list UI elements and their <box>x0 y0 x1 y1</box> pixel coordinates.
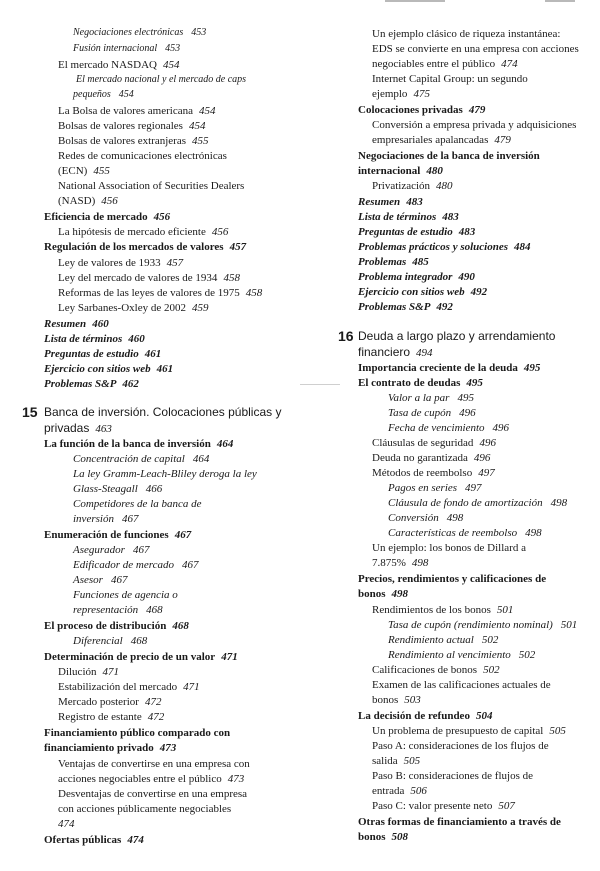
toc-entry: Internet Capital Group: un segundo <box>372 73 528 85</box>
toc-section: El proceso de distribución 468 <box>44 620 189 632</box>
toc-entry: ejemplo 475 <box>372 88 430 100</box>
toc-entry: Asesor 467 <box>73 574 128 586</box>
toc-entry: representación 468 <box>73 604 163 616</box>
toc-entry: Concentración de capital 464 <box>73 453 210 465</box>
toc-entry: Ley del mercado de valores de 1934 458 <box>58 272 240 284</box>
toc-entry: Reformas de las leyes de valores de 1975 458 <box>58 287 263 299</box>
toc-entry: EDS se convierte en una empresa con acciones <box>372 43 579 55</box>
toc-entry: con acciones públicamente negociables <box>58 803 232 815</box>
toc-entry: Negociaciones electrónicas 453 <box>73 27 207 38</box>
toc-section: Regulación de los mercados de valores 457 <box>44 241 247 253</box>
toc-entry: Asegurador 467 <box>73 544 150 556</box>
toc-entry: bonos 503 <box>372 694 421 706</box>
toc-entry: salida 505 <box>372 755 421 767</box>
toc-section: Otras formas de financiamiento a través de <box>358 816 561 828</box>
chapter-number: 15 <box>22 404 38 420</box>
toc-entry: Características de reembolso 498 <box>388 527 542 539</box>
toc-entry: Diferencial 468 <box>73 635 148 647</box>
chapter-title: privadas 463 <box>44 421 112 435</box>
chapter-title: Banca de inversión. Colocaciones públicas y <box>44 405 282 419</box>
toc-entry: Ley de valores de 1933 457 <box>58 257 184 269</box>
toc-entry: pequeños 454 <box>73 89 134 100</box>
toc-section: Lista de términos 483 <box>358 211 459 223</box>
toc-entry: Ley Sarbanes-Oxley de 2002 459 <box>58 302 209 314</box>
toc-entry: La ley Gramm-Leach-Bliley deroga la ley <box>73 468 257 480</box>
scan-mark <box>300 384 340 385</box>
toc-entry: empresariales apalancadas 479 <box>372 134 511 146</box>
toc-entry: Registro de estante 472 <box>58 711 165 723</box>
toc-entry: Paso A: consideraciones de los flujos de <box>372 740 549 752</box>
toc-entry: (ECN) 455 <box>58 165 110 177</box>
toc-section: Financiamiento público comparado con <box>44 727 231 739</box>
toc-entry: Desventajas de convertirse en una empresa <box>58 788 248 800</box>
toc-entry: Deuda no garantizada 496 <box>372 452 491 464</box>
toc-section: Negociaciones de la banca de inversión <box>358 150 540 162</box>
toc-section: bonos 498 <box>358 588 409 600</box>
toc-entry: Mercado posterior 472 <box>58 696 162 708</box>
toc-entry: 474 <box>58 818 75 830</box>
toc-entry: Dilución 471 <box>58 666 119 678</box>
toc-entry: Calificaciones de bonos 502 <box>372 664 500 676</box>
toc-entry: Tasa de cupón 496 <box>388 407 476 419</box>
toc-section: Problemas 485 <box>358 256 429 268</box>
toc-entry: Glass-Steagall 466 <box>73 483 163 495</box>
toc-section: Lista de términos 460 <box>44 333 145 345</box>
toc-entry: El mercado NASDAQ 454 <box>58 59 180 71</box>
toc-entry: Competidores de la banca de <box>73 498 202 510</box>
toc-section: financiamiento privado 473 <box>44 742 177 754</box>
toc-entry: National Association of Securities Dealers <box>58 180 245 192</box>
toc-entry: acciones negociables entre el público 473 <box>58 773 245 785</box>
toc-entry: Fecha de vencimiento 496 <box>388 422 510 434</box>
toc-section: La función de la banca de inversión 464 <box>44 438 234 450</box>
toc-section: Determinación de precio de un valor 471 <box>44 651 238 663</box>
toc-entry: Rendimientos de los bonos 501 <box>372 604 514 616</box>
chapter-title: Deuda a largo plazo y arrendamiento <box>358 329 556 343</box>
toc-entry: Privatización 480 <box>372 180 453 192</box>
toc-section: internacional 480 <box>358 165 443 177</box>
toc-entry: El mercado nacional y el mercado de caps <box>76 74 247 85</box>
toc-entry: Un ejemplo: los bonos de Dillard a <box>372 542 526 554</box>
toc-section: Precios, rendimientos y calificaciones de <box>358 573 547 585</box>
chapter-title: financiero 494 <box>358 345 433 359</box>
toc-entry: Pagos en series 497 <box>388 482 482 494</box>
toc-entry: Estabilización del mercado 471 <box>58 681 200 693</box>
toc-section: Problema integrador 490 <box>358 271 475 283</box>
toc-entry: Conversión a empresa privada y adquisiciones <box>372 119 577 131</box>
toc-entry: Examen de las calificaciones actuales de <box>372 679 551 691</box>
toc-section: Resumen 460 <box>44 318 109 330</box>
toc-entry: Edificador de mercado 467 <box>73 559 199 571</box>
toc-entry: (NASD) 456 <box>58 195 118 207</box>
toc-section: Problemas S&P 462 <box>44 378 139 390</box>
toc-entry: Paso B: consideraciones de flujos de <box>372 770 533 782</box>
toc-section: La decisión de refundeo 504 <box>358 710 493 722</box>
toc-section: Problemas prácticos y soluciones 484 <box>358 241 531 253</box>
toc-entry: Bolsas de valores extranjeras 455 <box>58 135 209 147</box>
header-rule-left <box>385 0 445 2</box>
chapter-number: 16 <box>338 328 354 344</box>
toc-entry: Ventajas de convertirse en una empresa con <box>58 758 250 770</box>
toc-section: El contrato de deudas 495 <box>358 377 483 389</box>
toc-entry: 7.875% 498 <box>372 557 429 569</box>
toc-entry: Un ejemplo clásico de riqueza instantánea: <box>372 28 561 40</box>
toc-entry: negociables entre el público 474 <box>372 58 518 70</box>
toc-section: Enumeración de funciones 467 <box>44 529 192 541</box>
toc-entry: Conversión 498 <box>388 512 464 524</box>
toc-section: bonos 508 <box>358 831 409 843</box>
toc-section: Colocaciones privadas 479 <box>358 104 486 116</box>
toc-section: Ejercicio con sitios web 461 <box>44 363 174 375</box>
toc-section: Importancia creciente de la deuda 495 <box>358 362 541 374</box>
toc-entry: Rendimiento al vencimiento 502 <box>388 649 536 661</box>
toc-entry: inversión 467 <box>73 513 139 525</box>
toc-entry: Valor a la par 495 <box>388 392 474 404</box>
toc-entry: Paso C: valor presente neto 507 <box>372 800 515 812</box>
toc-entry: Cláusulas de seguridad 496 <box>372 437 496 449</box>
toc-entry: Fusión internacional 453 <box>73 43 181 54</box>
toc-entry: entrada 506 <box>372 785 427 797</box>
toc-section: Resumen 483 <box>358 196 423 208</box>
toc-entry: La Bolsa de valores americana 454 <box>58 105 216 117</box>
toc-section: Eficiencia de mercado 456 <box>44 211 171 223</box>
toc-entry: Rendimiento actual 502 <box>388 634 499 646</box>
toc-entry: La hipótesis de mercado eficiente 456 <box>58 226 229 238</box>
toc-entry: Un problema de presupuesto de capital 505 <box>372 725 566 737</box>
toc-section: Ofertas públicas 474 <box>44 834 144 846</box>
header-rule-right <box>545 0 575 2</box>
toc-entry: Métodos de reembolso 497 <box>372 467 495 479</box>
toc-section: Problemas S&P 492 <box>358 301 453 313</box>
toc-section: Ejercicio con sitios web 492 <box>358 286 488 298</box>
toc-entry: Funciones de agencia o <box>73 589 178 601</box>
toc-section: Preguntas de estudio 483 <box>358 226 476 238</box>
toc-entry: Bolsas de valores regionales 454 <box>58 120 206 132</box>
toc-entry: Tasa de cupón (rendimiento nominal) 501 <box>388 619 578 631</box>
toc-entry: Cláusula de fondo de amortización 498 <box>388 497 568 509</box>
toc-entry: Redes de comunicaciones electrónicas <box>58 150 227 162</box>
toc-section: Preguntas de estudio 461 <box>44 348 162 360</box>
